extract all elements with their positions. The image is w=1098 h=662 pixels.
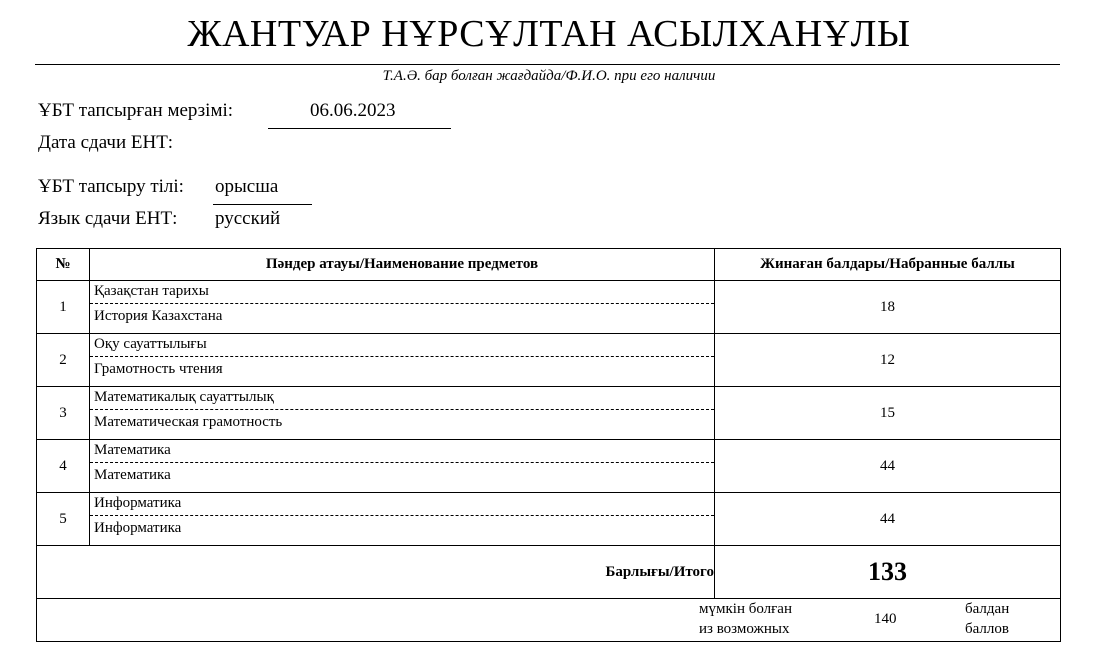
subject-name-kz: Оқу сауаттылығы	[90, 334, 714, 357]
row-number: 1	[37, 281, 90, 334]
scores-table	[36, 248, 1061, 642]
subject-name-ru: Математика	[94, 467, 171, 483]
table-row	[37, 281, 1061, 334]
row-number: 2	[37, 334, 90, 387]
possible-value: 140	[874, 611, 897, 627]
col-header-subject: Пәндер атауы/Наименование предметов	[90, 249, 715, 281]
subject-cell	[90, 281, 715, 334]
table-row	[37, 493, 1061, 546]
exam-lang-label-ru: Язык сдачи ЕНТ:	[38, 208, 178, 229]
subject-score: 44	[715, 440, 1061, 493]
exam-date-label-ru: Дата сдачи ЕНТ:	[38, 132, 174, 153]
exam-date-underline	[268, 128, 451, 129]
possible-suffix-ru: баллов	[965, 621, 1009, 637]
subject-name-kz: Қазақстан тарихы	[90, 281, 714, 304]
table-row	[37, 334, 1061, 387]
subject-score: 18	[715, 281, 1061, 334]
name-caption: Т.А.Ә. бар болған жағдайда/Ф.И.О. при его наличии	[382, 68, 716, 84]
subject-name-ru: Грамотность чтения	[94, 361, 223, 377]
col-header-num: №	[37, 249, 90, 281]
possible-suffix-kz: балдан	[965, 601, 1010, 617]
total-value: 133	[715, 546, 1061, 599]
subject-cell	[90, 493, 715, 546]
exam-date-label-kz: ҰБТ тапсырған мерзімі:	[38, 100, 234, 121]
row-number: 5	[37, 493, 90, 546]
subject-cell	[90, 334, 715, 387]
possible-prefix-ru: из возможных	[699, 621, 790, 637]
exam-lang-underline	[213, 204, 312, 205]
full-name: ЖАНТУАР НҰРСҰЛТАН АСЫЛХАНҰЛЫ	[187, 13, 911, 55]
subject-cell	[90, 440, 715, 493]
subject-cell	[90, 387, 715, 440]
table-row	[37, 440, 1061, 493]
possible-prefix-kz: мүмкін болған	[699, 601, 792, 617]
subject-name-kz: Информатика	[90, 493, 714, 516]
possible-row	[37, 599, 1061, 642]
name-underline	[35, 64, 1060, 65]
subject-name-kz: Математика	[90, 440, 714, 463]
subject-score: 15	[715, 387, 1061, 440]
exam-lang-value-ru: русский	[215, 208, 281, 229]
col-header-score: Жинаған балдары/Набранные баллы	[715, 249, 1061, 281]
subject-score: 12	[715, 334, 1061, 387]
total-label: Барлығы/Итого	[37, 546, 715, 599]
subject-score: 44	[715, 493, 1061, 546]
row-number: 4	[37, 440, 90, 493]
subject-name-kz: Математикалық сауаттылық	[90, 387, 714, 410]
subject-name-ru: История Казахстана	[94, 308, 223, 324]
total-row	[37, 546, 1061, 599]
exam-lang-value-kz: орысша	[215, 176, 279, 197]
exam-date-value: 06.06.2023	[310, 100, 396, 121]
exam-lang-label-kz: ҰБТ тапсыру тілі:	[38, 176, 184, 197]
possible-cell	[37, 599, 1061, 642]
table-row	[37, 387, 1061, 440]
subject-name-ru: Информатика	[94, 520, 182, 536]
row-number: 3	[37, 387, 90, 440]
table-header-row	[37, 249, 1061, 281]
subject-name-ru: Математическая грамотность	[94, 414, 283, 430]
